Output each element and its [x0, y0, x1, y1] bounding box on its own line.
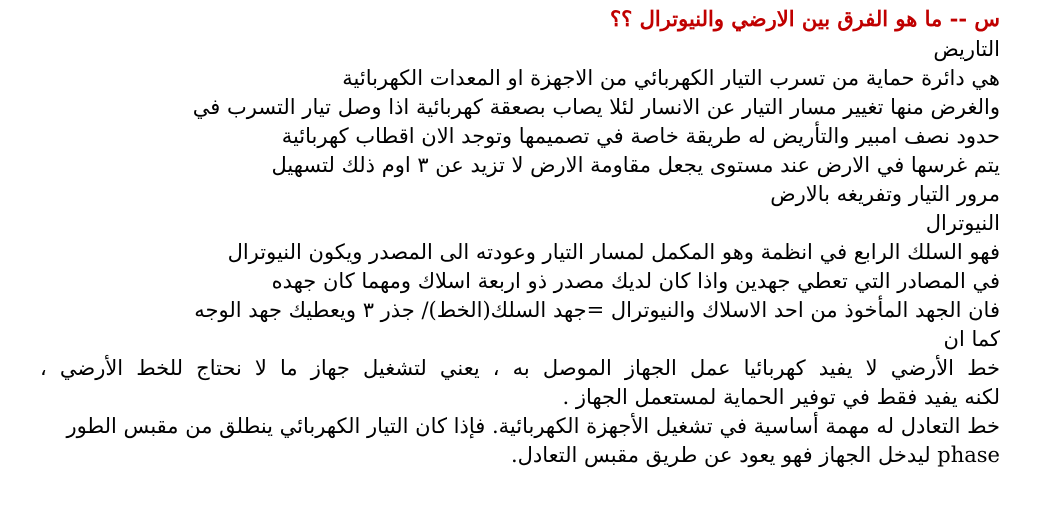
paragraph-line: والغرض منها تغيير مسار التيار عن الانسار لئلا يصاب بصعقة كهربائية اذا وصل تيار التسرب في — [192, 95, 1000, 119]
heading-neutral: النيوترال — [925, 211, 1000, 235]
paragraph-line: خط التعادل له مهمة أساسية في تشغيل الأجهزة الكهربائية. فإذا كان التيار الكهربائي ينطلق من مقبس الطور — [66, 414, 1000, 438]
paragraph-line: كما ان — [943, 327, 1000, 351]
paragraph-line: phase ليدخل الجهاز فهو يعود عن طريق مقبس التعادل. — [510, 443, 1000, 467]
paragraph-line: يتم غرسها في الارض عند مستوى يجعل مقاومة الارض لا تزيد عن ٣ اوم ذلك لتسهيل — [271, 153, 1000, 177]
paragraph-line: فهو السلك الرابع في انظمة وهو المكمل لمسار التيار وعودته الى المصدر ويكون النيوترال — [227, 240, 1000, 264]
heading-earthing: التاريض — [933, 37, 1000, 61]
paragraph-line: هي دائرة حماية من تسرب التيار الكهربائي من الاجهزة او المعدات الكهربائية — [342, 66, 1000, 90]
document-body — [40, 0, 1000, 470]
paragraph-line: خط الأرضي لا يفيد كهربائيا عمل الجهاز الموصل به ، يعني لتشغيل جهاز ما لا نحتاج للخط الأرضي ، — [40, 356, 1000, 380]
question-heading: س -- ما هو الفرق بين الارضي والنيوترال ؟؟ — [609, 6, 1000, 31]
paragraph-line: حدود نصف امبير والتأريض له طريقة خاصة في تصميمها وتوجد الان اقطاب كهربائية — [281, 124, 1000, 148]
paragraph-line: في المصادر التي تعطي جهدين واذا كان لديك مصدر ذو اربعة اسلاك ومهما كان جهده — [271, 269, 1000, 293]
paragraph-line: لكنه يفيد فقط في توفير الحماية لمستعمل الجهاز . — [562, 385, 1000, 409]
paragraph-line: فان الجهد المأخوذ من احد الاسلاك والنيوترال =جهد السلك(الخط)/ جذر ٣ ويعطيك جهد الوجه — [194, 298, 1000, 322]
paragraph-line: مرور التيار وتفريغه بالارض — [770, 182, 1000, 206]
